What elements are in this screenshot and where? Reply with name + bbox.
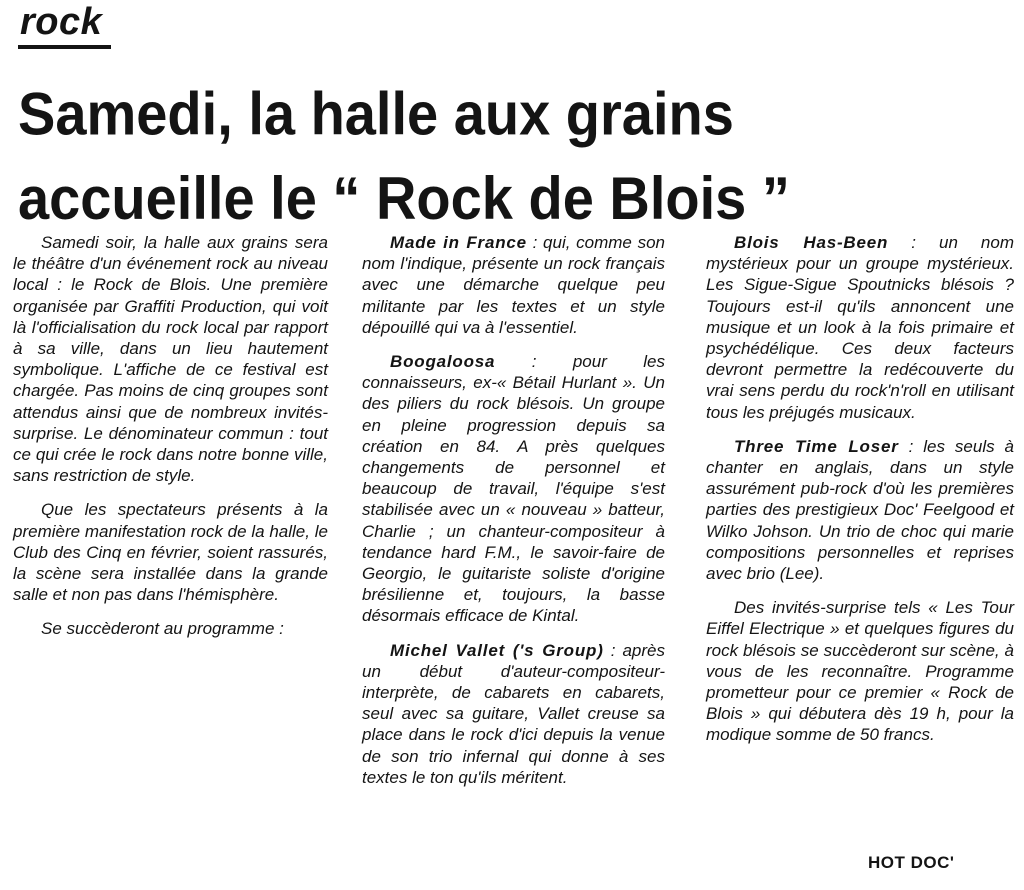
article-column-1 xyxy=(13,232,328,653)
article-column-2 xyxy=(362,232,665,801)
author-signature: HOT DOC' xyxy=(868,853,955,872)
headline xyxy=(18,72,1018,240)
band-description: : un nom mystérieux pour un groupe mystérieux. Les Sigue-Sigue Spoutnicks blésois ? Toujours est-il qu'ils annoncent une musique et un look à la fois primaire et psychédélique. Ces deux facteurs devront permettre la redécouverte du vrai sens perdu du rock'n'roll en utilisant tous les préjugés musicaux. xyxy=(706,233,1015,422)
band-entry-three-time-loser xyxy=(706,436,1014,584)
headline-line-2: accueille le “ Rock de Blois ” xyxy=(18,163,790,232)
venue-paragraph: Que les spectateurs présents à la première manifestation rock de la halle, le Club des Cinq en février, soient rassurés, la scène sera installée dans la grande salle et non pas dans l'hémisphère. xyxy=(13,500,328,605)
section-label: rock xyxy=(20,1,103,43)
band-description: : après un début d'auteur-compositeur-interprète, de cabarets en cabarets, seul avec sa guitare, Vallet creuse sa place dans le rock d'ici depuis la venue de son trio infernal qui donne à ses textes le ton qu'ils méritent. xyxy=(362,640,665,787)
band-name: Blois Has-Been xyxy=(734,233,889,252)
closing-paragraph: Des invités-surprise tels « Les Tour Eiffel Electrique » et quelques figures du rock blésois se succèderont sur scène, à vous de les reconnaître. Programme prometteur pour ce premier « Rock de Blois » qui débutera dès 19 h, pour la modique somme de 50 francs. xyxy=(706,598,1014,745)
band-description: : les seuls à chanter en anglais, dans un style assurément pub-rock d'où les premières parties des prestigieux Doc' Feelgood et Wilko Johson. Un trio de choc qui marie compositions personnelles et reprises avec brio (Lee). xyxy=(706,436,1014,584)
band-entry-blois-has-been xyxy=(706,232,1014,423)
band-name: Made in France xyxy=(390,233,527,252)
band-name: Three Time Loser xyxy=(734,436,899,456)
section-underline xyxy=(18,45,111,49)
program-intro-paragraph: Se succèderont au programme : xyxy=(41,619,284,639)
band-entry-boogaloosa xyxy=(362,351,665,627)
band-entry-made-in-france xyxy=(362,232,665,338)
band-description: : qui, comme son nom l'indique, présente un rock français avec une démarche quelque peu militante par les textes et un style dépouillé qui va à l'essentiel. xyxy=(362,233,665,337)
intro-paragraph: Samedi soir, la halle aux grains sera le théâtre d'un événement rock au niveau local : le Rock de Blois. Une première organisée par Graffiti Production, qui voit là l'officialisation du rock local par rapport à sa ville, dans un lieu hautement symbolique. L'affiche de ce festival est chargée. Pas moins de cinq groupes sont attendus ainsi que de nombreux invités-surprise. Le dénominateur commun : tout ce qui crée le rock dans notre bonne ville, sans restriction de style. xyxy=(13,233,328,486)
headline-line-1: Samedi, la halle aux grains xyxy=(18,79,734,148)
band-name: Michel Vallet ('s Group) xyxy=(390,640,604,660)
band-name: Boogaloosa xyxy=(390,352,496,372)
band-entry-michel-vallet xyxy=(362,640,665,788)
article-column-3 xyxy=(706,232,1014,759)
band-description: : pour les connaisseurs, ex-« Bétail Hurlant ». Un des piliers du rock blésois. Un groupe en pleine progression depuis sa création en 84. A près quelques changements de personnel et beaucoup de travail, l'équipe s'est stabilisée avec un « nouveau » batteur, Charlie ; un chanteur-compositeur à tendance hard F.M., le savoir-faire de Georgio, le guitariste soliste d'origine brésilienne et, toujours, la basse désormais efficace de Kintal. xyxy=(362,352,665,626)
